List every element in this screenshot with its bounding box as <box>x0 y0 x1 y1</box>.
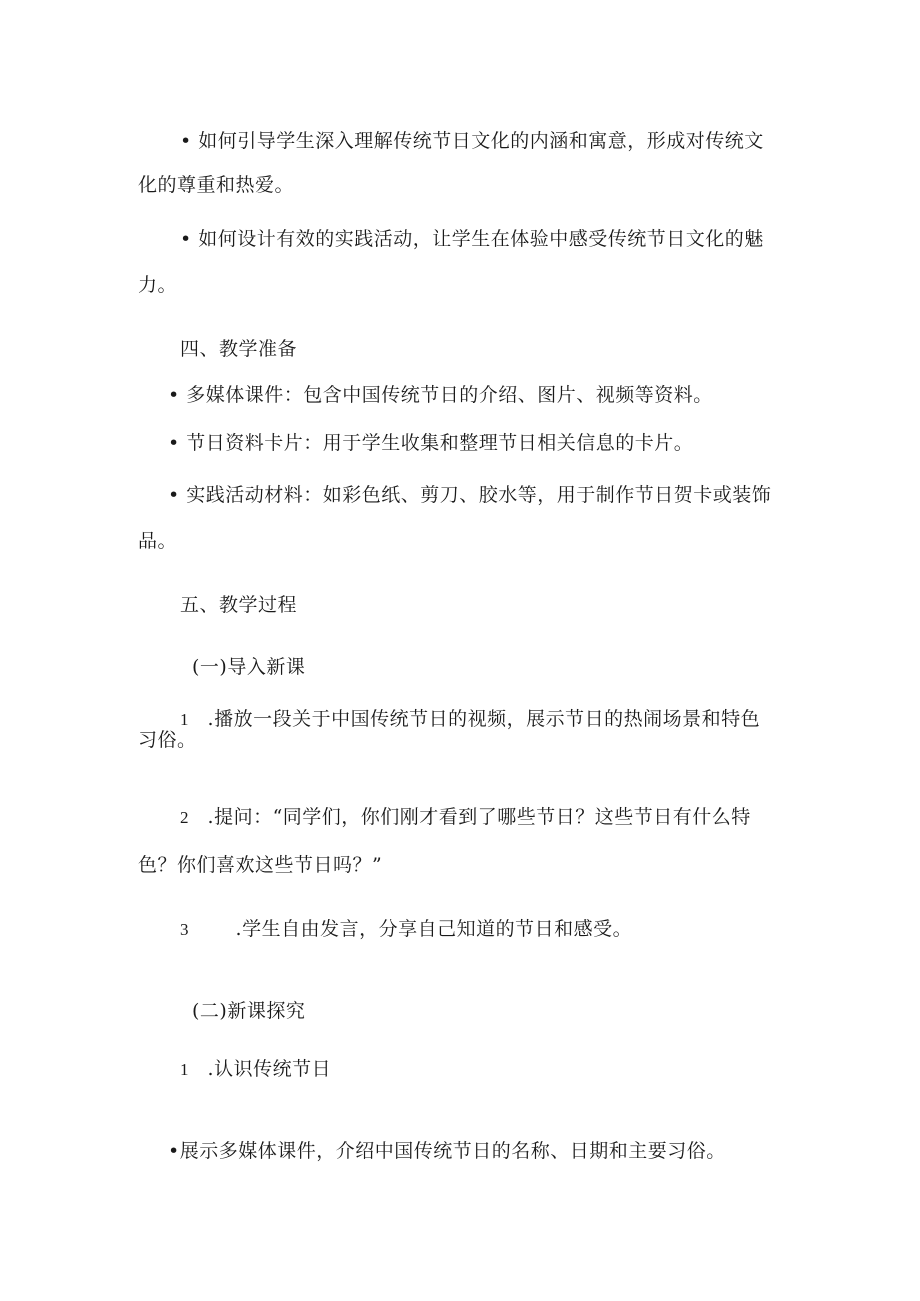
process-heading: 五、教学过程 <box>180 594 298 616</box>
section-2-step-1 <box>180 1056 331 1083</box>
preparation-heading: 四、教学准备 <box>180 338 298 360</box>
step-text: .提问：“同学们，你们刚才看到了哪些节日？这些节日有什么特 <box>207 806 751 828</box>
section-1-step-1-line-1 <box>180 706 760 733</box>
section-1-step-3 <box>180 916 632 943</box>
step-number: 2 <box>180 808 189 827</box>
difficulty-item-1-line-2: 化的尊重和热爱。 <box>138 174 295 196</box>
preparation-item-2: • 节日资料卡片：用于学生收集和整理节日相关信息的卡片。 <box>168 432 694 454</box>
difficulty-item-2-line-1: • 如何设计有效的实践活动，让学生在体验中感受传统节日文化的魅 <box>180 228 764 250</box>
preparation-item-3-line-1: • 实践活动材料：如彩色纸、剪刀、胶水等，用于制作节日贺卡或装饰 <box>168 484 772 506</box>
section-2-bullet-1: •展示多媒体课件，介绍中国传统节日的名称、日期和主要习俗。 <box>168 1140 726 1162</box>
step-text: .学生自由发言，分享自己知道的节日和感受。 <box>235 918 633 940</box>
step-number: 3 <box>180 920 189 939</box>
section-1-step-2-line-1 <box>180 804 751 831</box>
difficulty-item-2-line-2: 力。 <box>138 274 178 296</box>
step-text: .认识传统节日 <box>207 1058 332 1080</box>
section-1-step-1-line-2-text: 习俗。 <box>138 729 197 751</box>
step-number: 1 <box>180 1060 189 1079</box>
section-1-step-2-line-2: 色？你们喜欢这些节日吗？” <box>138 854 383 876</box>
preparation-item-3-line-2: 品。 <box>138 530 178 552</box>
section-2-heading: (二)新课探究 <box>192 1000 306 1022</box>
difficulty-item-1-line-1: • 如何引导学生深入理解传统节日文化的内涵和寓意，形成对传统文 <box>180 130 764 152</box>
section-1-heading: (一)导入新课 <box>192 656 306 678</box>
step-number: 1 <box>180 710 189 729</box>
step-text: .播放一段关于中国传统节日的视频，展示节日的热闹场景和特色 <box>207 708 761 730</box>
preparation-item-1: • 多媒体课件：包含中国传统节日的介绍、图片、视频等资料。 <box>168 384 713 406</box>
